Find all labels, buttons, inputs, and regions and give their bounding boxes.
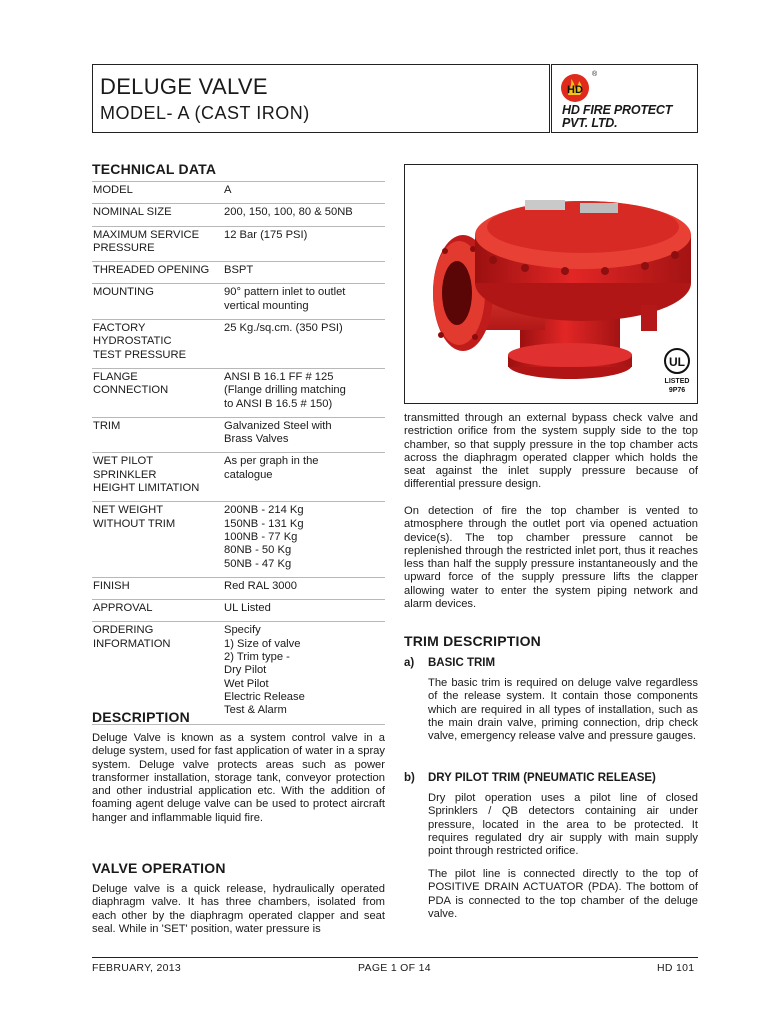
spec-value: A: [223, 182, 385, 204]
spec-row: [92, 417, 385, 453]
pilot-line-text: The pilot line is connected directly to the top of POSITIVE DRAIN ACTUATOR (PDA). The bottom of PDA is connected to the top chamber of the deluge valve.: [428, 868, 698, 920]
spec-value: Galvanized Steel with Brass Valves: [223, 417, 385, 453]
title-box: [92, 64, 550, 133]
valve-operation-continued: transmitted through an external bypass check valve and restriction orifice from the system supply side to the top chamber, so that supply pressure in the top chamber acts across the diaphragm operated clapper which holds the seat against the inlet supply pressure because of differential pressure design.: [404, 412, 698, 491]
dry-pilot-trim-text: Dry pilot operation uses a pilot line of closed Sprinklers / QB detectors containing air under pressure, located in the area to be protected. It requires regulated dry air supply with main supply point through restricted orifice.: [428, 792, 698, 858]
dry-pilot-trim-label: b): [404, 772, 415, 784]
spec-label: MOUNTING: [92, 284, 223, 320]
spec-label: FLANGE CONNECTION: [92, 368, 223, 417]
valve-operation-heading: VALVE OPERATION: [92, 860, 226, 876]
company-name-line1: HD FIRE PROTECT: [562, 103, 673, 117]
spec-row: [92, 600, 385, 622]
spec-label: THREADED OPENING: [92, 262, 223, 284]
spec-row: [92, 284, 385, 320]
spec-row: [92, 368, 385, 417]
spec-row: [92, 320, 385, 369]
spec-row: [92, 453, 385, 502]
basic-trim-label: a): [404, 657, 415, 669]
ul-listed-text: LISTED: [664, 378, 690, 385]
spec-label: ORDERING INFORMATION: [92, 622, 223, 724]
footer-document-code: HD 101: [657, 962, 695, 974]
registered-mark: ®: [592, 71, 598, 78]
ul-letters: UL: [669, 355, 685, 369]
basic-trim-text: The basic trim is required on deluge valve regardless of the release system. It contain those components which are required in all types of installation, such as the main drain valve, priming connection, drip check valve, emergency release valve and pressure gauges.: [428, 677, 698, 743]
spec-label: FINISH: [92, 577, 223, 599]
technical-data-heading: TECHNICAL DATA: [92, 161, 217, 177]
spec-value: 12 Bar (175 PSI): [223, 226, 385, 262]
company-name: [562, 104, 672, 130]
valve-operation-text: Deluge valve is a quick release, hydraulically operated diaphragm valve. It has three chambers, isolated from each other by the diaphragm operated clapper and seat seal. While in 'SET' position, water pressure is: [92, 883, 385, 935]
spec-label: MODEL: [92, 182, 223, 204]
spec-value: 25 Kg./sq.cm. (350 PSI): [223, 320, 385, 369]
spec-row: [92, 226, 385, 262]
ul-code: 9P76: [668, 387, 686, 394]
spec-value: 200, 150, 100, 80 & 50NB: [223, 204, 385, 226]
technical-data-table: [92, 181, 385, 725]
deluge-valve-image: [405, 165, 697, 403]
spec-value: Specify 1) Size of valve 2) Trim type - Dry Pilot Wet Pilot Electric Release Test & Alarm: [223, 622, 385, 724]
svg-text:HD: HD: [567, 84, 583, 96]
spec-value: ANSI B 16.1 FF # 125 (Flange drilling matching to ANSI B 16.5 # 150): [223, 368, 385, 417]
spec-row: [92, 577, 385, 599]
spec-row: [92, 262, 385, 284]
spec-label: NOMINAL SIZE: [92, 204, 223, 226]
description-text: Deluge Valve is known as a system control valve in a deluge system, used for fast application of water in a spray system. Deluge valve protects areas such as power transformer installation, storage tank, conveyor protection and other industrial application etc. With the addition of foaming agent deluge valve can be used to protect aircraft hanger and inflammable liquid fire.: [92, 732, 385, 824]
trim-description-heading: TRIM DESCRIPTION: [404, 633, 541, 649]
dry-pilot-trim-title: DRY PILOT TRIM (PNEUMATIC RELEASE): [428, 772, 656, 784]
spec-value: BSPT: [223, 262, 385, 284]
spec-label: TRIM: [92, 417, 223, 453]
spec-value: 90° pattern inlet to outlet vertical mounting: [223, 284, 385, 320]
basic-trim-title: BASIC TRIM: [428, 657, 496, 669]
document-header: [92, 64, 698, 133]
hd-logo-icon: [560, 73, 590, 103]
company-name-line2: PVT. LTD.: [562, 116, 618, 130]
spec-label: WET PILOT SPRINKLER HEIGHT LIMITATION: [92, 453, 223, 502]
company-logo-box: [551, 64, 698, 133]
footer-page-number: PAGE 1 OF 14: [358, 962, 431, 974]
spec-label: FACTORY HYDROSTATIC TEST PRESSURE: [92, 320, 223, 369]
spec-value: Red RAL 3000: [223, 577, 385, 599]
document-title: DELUGE VALVE: [100, 74, 268, 99]
spec-row: [92, 204, 385, 226]
ul-listed-mark: [665, 349, 690, 394]
footer-rule: [92, 957, 698, 958]
valve-photo-frame: [404, 164, 698, 404]
fire-detection-text: On detection of fire the top chamber is vented to atmosphere through the outlet port via opened actuation device(s). The top chamber pressure cannot be replenished through the restricted inlet port, thus it reaches less than half the supply pressure instantaneously and the upward force of the supply pressure lifts the clapper allowing water to enter the system piping network and alarm devices.: [404, 505, 698, 611]
spec-value: UL Listed: [223, 600, 385, 622]
spec-label: MAXIMUM SERVICE PRESSURE: [92, 226, 223, 262]
spec-label: NET WEIGHT WITHOUT TRIM: [92, 502, 223, 577]
description-heading: DESCRIPTION: [92, 709, 190, 725]
spec-row: [92, 502, 385, 577]
footer-date: FEBRUARY, 2013: [92, 962, 182, 974]
spec-value: 200NB - 214 Kg 150NB - 131 Kg 100NB - 77 Kg 80NB - 50 Kg 50NB - 47 Kg: [223, 502, 385, 577]
document-subtitle: MODEL- A (CAST IRON): [100, 103, 310, 123]
spec-value: As per graph in the catalogue: [223, 453, 385, 502]
spec-label: APPROVAL: [92, 600, 223, 622]
spec-row: [92, 182, 385, 204]
